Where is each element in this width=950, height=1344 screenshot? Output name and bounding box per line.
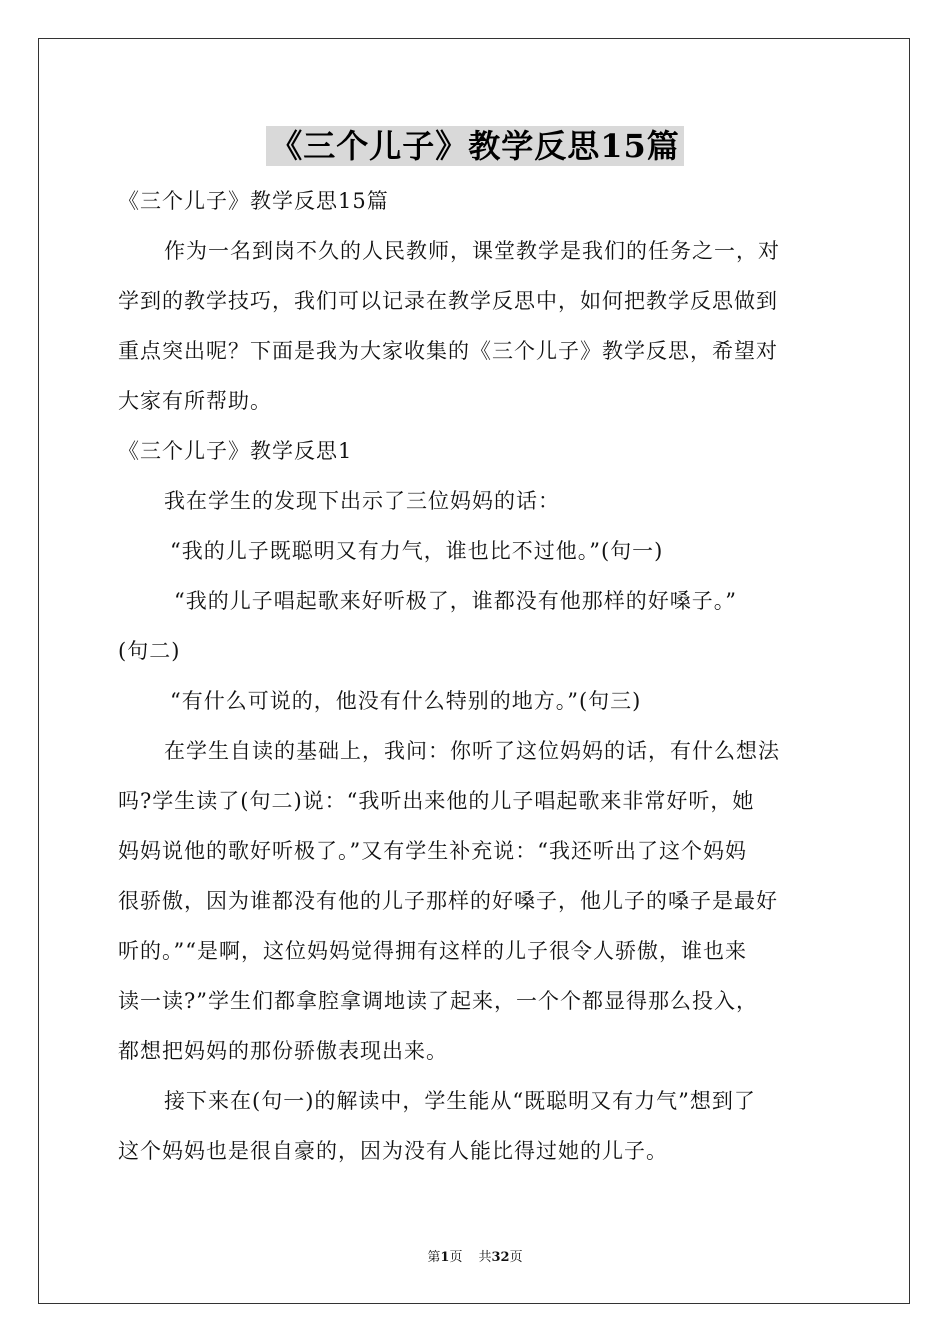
paragraph-line: 听的。”“是啊，这位妈妈觉得拥有这样的儿子很令人骄傲，谁也来 [118,939,747,963]
quote-line: “我的儿子唱起歌来好听极了，谁都没有他那样的好嗓子。” [174,589,737,613]
quote-line: (句二) [118,639,181,663]
paragraph-line: 很骄傲，因为谁都没有他的儿子那样的好嗓子，他儿子的嗓子是最好 [118,889,778,913]
paragraph-line: 学到的教学技巧，我们可以记录在教学反思中，如何把教学反思做到 [118,289,778,313]
paragraph-line: 读一读?”学生们都拿腔拿调地读了起来，一个个都显得那么投入， [118,989,758,1013]
document-title [0,126,950,166]
page-suffix: 页 [449,1250,463,1265]
document-body [118,176,836,1176]
quote-line: “有什么可说的，他没有什么特别的地方。”(句三) [170,689,642,713]
paragraph-line: 大家有所帮助。 [118,389,272,413]
page-footer [0,1246,950,1265]
total-pages: 32 [491,1250,510,1265]
total-prefix: 共 [478,1250,492,1265]
total-suffix: 页 [509,1250,523,1265]
paragraph-line: 我在学生的发现下出示了三位妈妈的话： [164,489,560,513]
paragraph-line: 这个妈妈也是很自豪的，因为没有人能比得过她的儿子。 [118,1139,668,1163]
page-number: 1 [440,1250,450,1265]
page-prefix: 第 [427,1250,441,1265]
paragraph-line: 吗?学生读了(句二)说：“我听出来他的儿子唱起歌来非常好听，她 [118,789,755,813]
paragraph-line: 接下来在(句一)的解读中，学生能从“既聪明又有力气”想到了 [164,1089,756,1113]
title-text: 《三个儿子》教学反思15篇 [266,126,684,166]
paragraph-line: 重点突出呢？下面是我为大家收集的《三个儿子》教学反思，希望对 [118,339,778,363]
paragraph-line: 作为一名到岗不久的人民教师，课堂教学是我们的任务之一，对 [164,239,780,263]
section-heading: 《三个儿子》教学反思1 [118,439,353,463]
paragraph-line: 妈妈说他的歌好听极了。”又有学生补充说：“我还听出了这个妈妈 [118,839,747,863]
paragraph-line: 在学生自读的基础上，我问：你听了这位妈妈的话，有什么想法 [164,739,780,763]
subtitle-line: 《三个儿子》教学反思15篇 [118,189,389,213]
paragraph-line: 都想把妈妈的那份骄傲表现出来。 [118,1039,448,1063]
quote-line: “我的儿子既聪明又有力气，谁也比不过他。”(句一) [170,539,664,563]
